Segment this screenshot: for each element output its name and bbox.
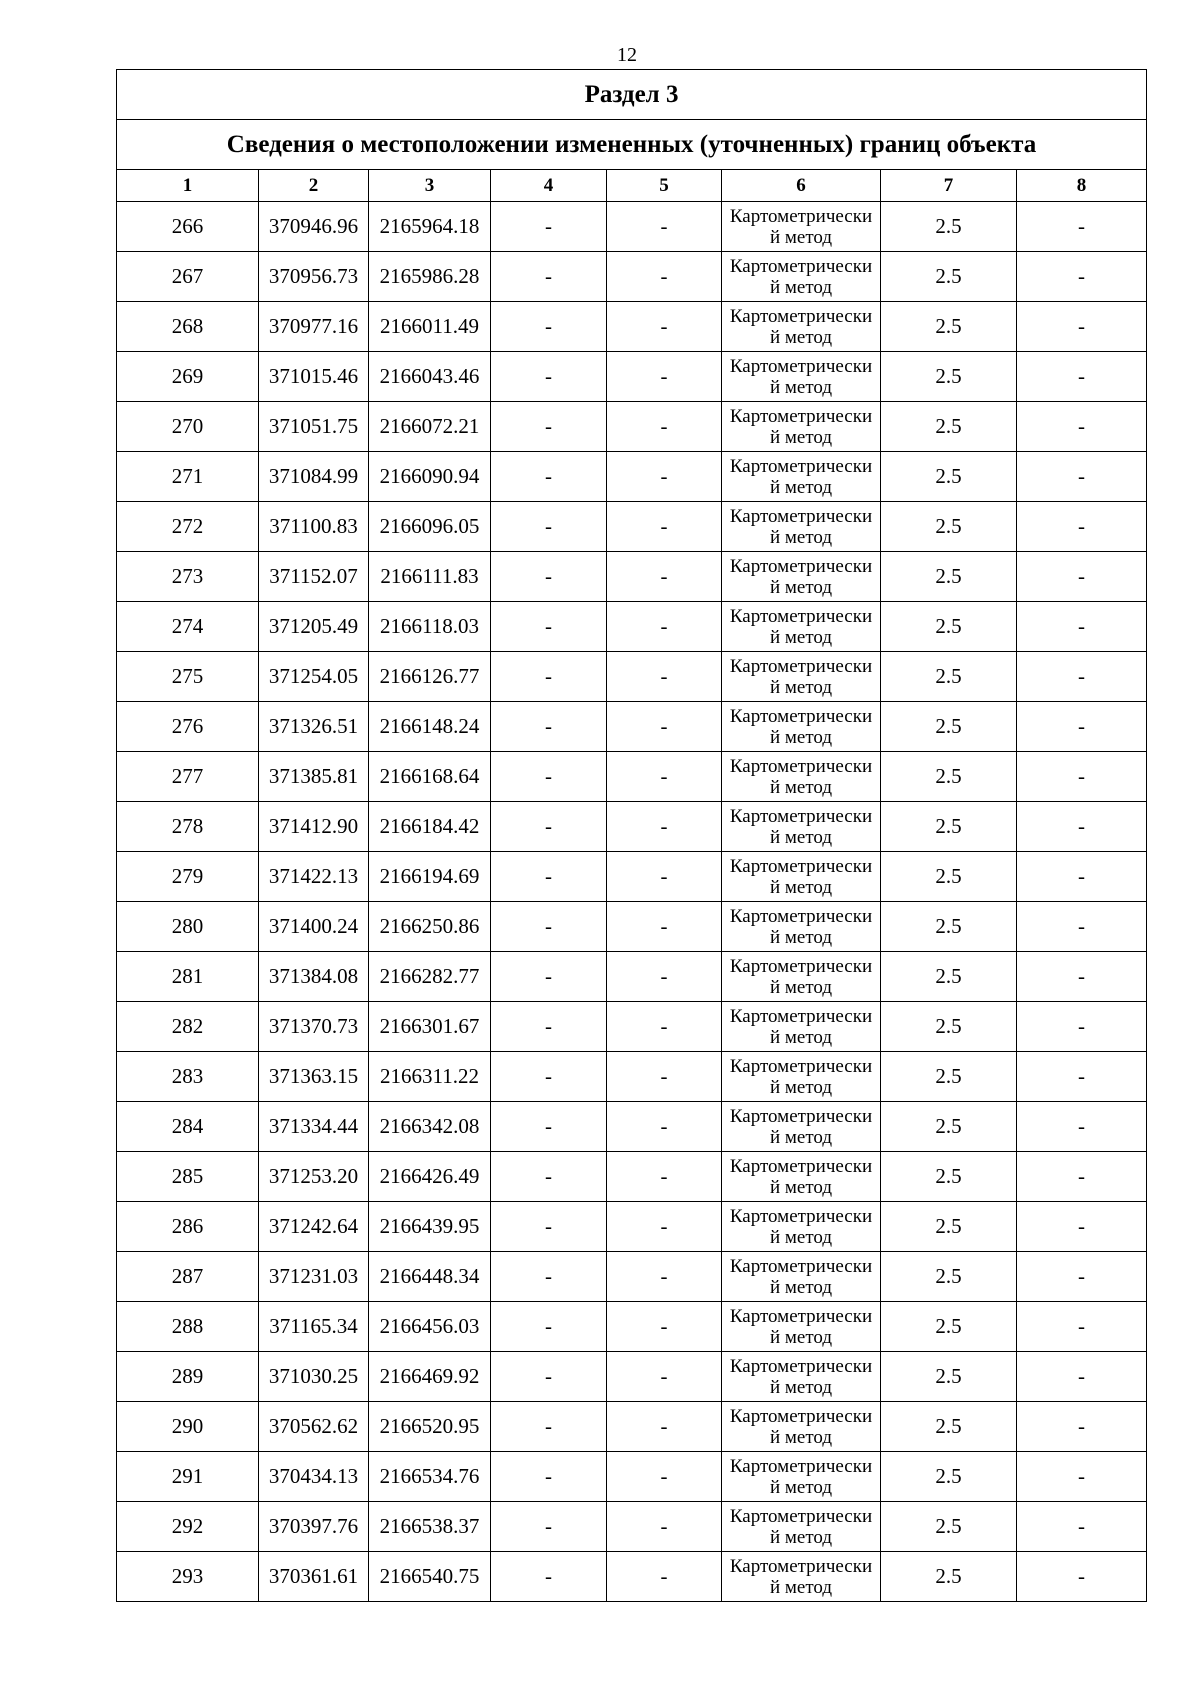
accuracy-cell: 2.5 <box>881 1102 1017 1152</box>
column-8-cell: - <box>1017 252 1147 302</box>
table-row <box>117 452 1147 502</box>
column-4-cell: - <box>491 352 607 402</box>
method-text: Картометрический метод <box>729 1005 873 1048</box>
column-8-cell: - <box>1017 402 1147 452</box>
column-numbers-row <box>117 170 1147 202</box>
column-number: 5 <box>607 170 722 202</box>
method-text: Картометрический метод <box>729 405 873 448</box>
accuracy-cell: 2.5 <box>881 952 1017 1002</box>
method-cell <box>722 202 881 252</box>
accuracy-cell: 2.5 <box>881 1502 1017 1552</box>
method-cell <box>722 252 881 302</box>
section-title-row <box>117 70 1147 120</box>
table-row <box>117 1352 1147 1402</box>
column-8-cell: - <box>1017 1252 1147 1302</box>
column-8-cell: - <box>1017 1002 1147 1052</box>
point-number-cell: 284 <box>117 1102 259 1152</box>
x-coordinate-cell: 370946.96 <box>259 202 369 252</box>
column-8-cell: - <box>1017 452 1147 502</box>
point-number-cell: 291 <box>117 1452 259 1502</box>
y-coordinate-cell: 2166534.76 <box>369 1452 491 1502</box>
y-coordinate-cell: 2166126.77 <box>369 652 491 702</box>
method-cell <box>722 502 881 552</box>
method-cell <box>722 652 881 702</box>
y-coordinate-cell: 2166184.42 <box>369 802 491 852</box>
column-5-cell: - <box>607 302 722 352</box>
table-row <box>117 752 1147 802</box>
table-row <box>117 1302 1147 1352</box>
column-5-cell: - <box>607 402 722 452</box>
accuracy-cell: 2.5 <box>881 402 1017 452</box>
column-8-cell: - <box>1017 752 1147 802</box>
column-4-cell: - <box>491 1352 607 1402</box>
point-number-cell: 289 <box>117 1352 259 1402</box>
point-number-cell: 274 <box>117 602 259 652</box>
y-coordinate-cell: 2166282.77 <box>369 952 491 1002</box>
column-8-cell: - <box>1017 1102 1147 1152</box>
table-row <box>117 802 1147 852</box>
table-row <box>117 552 1147 602</box>
point-number-cell: 287 <box>117 1252 259 1302</box>
x-coordinate-cell: 371254.05 <box>259 652 369 702</box>
accuracy-cell: 2.5 <box>881 1302 1017 1352</box>
point-number-cell: 282 <box>117 1002 259 1052</box>
point-number-cell: 292 <box>117 1502 259 1552</box>
point-number-cell: 273 <box>117 552 259 602</box>
column-4-cell: - <box>491 1102 607 1152</box>
table-row <box>117 952 1147 1002</box>
table-row <box>117 202 1147 252</box>
y-coordinate-cell: 2166426.49 <box>369 1152 491 1202</box>
column-5-cell: - <box>607 652 722 702</box>
y-coordinate-cell: 2166456.03 <box>369 1302 491 1352</box>
table-row <box>117 502 1147 552</box>
method-text: Картометрический метод <box>729 755 873 798</box>
column-5-cell: - <box>607 902 722 952</box>
x-coordinate-cell: 371400.24 <box>259 902 369 952</box>
column-5-cell: - <box>607 852 722 902</box>
column-5-cell: - <box>607 1252 722 1302</box>
column-8-cell: - <box>1017 1552 1147 1602</box>
table-row <box>117 402 1147 452</box>
column-number: 8 <box>1017 170 1147 202</box>
table-row <box>117 652 1147 702</box>
column-4-cell: - <box>491 1502 607 1552</box>
table-row <box>117 352 1147 402</box>
method-cell <box>722 1302 881 1352</box>
column-number: 2 <box>259 170 369 202</box>
method-cell <box>722 352 881 402</box>
table-row <box>117 702 1147 752</box>
y-coordinate-cell: 2166118.03 <box>369 602 491 652</box>
method-text: Картометрический метод <box>729 1155 873 1198</box>
column-4-cell: - <box>491 302 607 352</box>
column-5-cell: - <box>607 252 722 302</box>
x-coordinate-cell: 371334.44 <box>259 1102 369 1152</box>
column-5-cell: - <box>607 602 722 652</box>
method-cell <box>722 1152 881 1202</box>
column-5-cell: - <box>607 502 722 552</box>
x-coordinate-cell: 371165.34 <box>259 1302 369 1352</box>
section-title: Раздел 3 <box>117 70 1147 120</box>
column-5-cell: - <box>607 1102 722 1152</box>
method-text: Картометрический метод <box>729 1355 873 1398</box>
column-5-cell: - <box>607 752 722 802</box>
method-cell <box>722 902 881 952</box>
x-coordinate-cell: 371100.83 <box>259 502 369 552</box>
x-coordinate-cell: 370361.61 <box>259 1552 369 1602</box>
column-5-cell: - <box>607 1552 722 1602</box>
table-row <box>117 1502 1147 1552</box>
y-coordinate-cell: 2165986.28 <box>369 252 491 302</box>
column-4-cell: - <box>491 552 607 602</box>
method-text: Картометрический метод <box>729 1405 873 1448</box>
method-text: Картометрический метод <box>729 1455 873 1498</box>
y-coordinate-cell: 2166043.46 <box>369 352 491 402</box>
point-number-cell: 278 <box>117 802 259 852</box>
method-text: Картометрический метод <box>729 1055 873 1098</box>
y-coordinate-cell: 2166448.34 <box>369 1252 491 1302</box>
method-text: Картометрический метод <box>729 555 873 598</box>
method-cell <box>722 302 881 352</box>
column-4-cell: - <box>491 1452 607 1502</box>
table-row <box>117 852 1147 902</box>
x-coordinate-cell: 371205.49 <box>259 602 369 652</box>
column-8-cell: - <box>1017 1502 1147 1552</box>
column-8-cell: - <box>1017 1352 1147 1402</box>
method-cell <box>722 952 881 1002</box>
method-text: Картометрический метод <box>729 305 873 348</box>
boundary-table <box>116 69 1147 1602</box>
accuracy-cell: 2.5 <box>881 852 1017 902</box>
accuracy-cell: 2.5 <box>881 452 1017 502</box>
table-row <box>117 902 1147 952</box>
point-number-cell: 269 <box>117 352 259 402</box>
x-coordinate-cell: 371370.73 <box>259 1002 369 1052</box>
method-text: Картометрический метод <box>729 955 873 998</box>
column-5-cell: - <box>607 1202 722 1252</box>
point-number-cell: 272 <box>117 502 259 552</box>
x-coordinate-cell: 371015.46 <box>259 352 369 402</box>
accuracy-cell: 2.5 <box>881 702 1017 752</box>
y-coordinate-cell: 2166011.49 <box>369 302 491 352</box>
column-8-cell: - <box>1017 302 1147 352</box>
column-4-cell: - <box>491 1302 607 1352</box>
point-number-cell: 271 <box>117 452 259 502</box>
column-8-cell: - <box>1017 1452 1147 1502</box>
column-5-cell: - <box>607 352 722 402</box>
column-4-cell: - <box>491 502 607 552</box>
column-5-cell: - <box>607 702 722 752</box>
x-coordinate-cell: 370397.76 <box>259 1502 369 1552</box>
method-cell <box>722 402 881 452</box>
table-row <box>117 1452 1147 1502</box>
page-number: 12 <box>617 44 637 66</box>
accuracy-cell: 2.5 <box>881 1152 1017 1202</box>
y-coordinate-cell: 2166342.08 <box>369 1102 491 1152</box>
x-coordinate-cell: 370956.73 <box>259 252 369 302</box>
method-text: Картометрический метод <box>729 1505 873 1548</box>
x-coordinate-cell: 371363.15 <box>259 1052 369 1102</box>
method-text: Картометрический метод <box>729 505 873 548</box>
column-8-cell: - <box>1017 902 1147 952</box>
point-number-cell: 288 <box>117 1302 259 1352</box>
column-8-cell: - <box>1017 952 1147 1002</box>
method-cell <box>722 1102 881 1152</box>
column-8-cell: - <box>1017 202 1147 252</box>
method-cell <box>722 802 881 852</box>
point-number-cell: 277 <box>117 752 259 802</box>
method-cell <box>722 852 881 902</box>
accuracy-cell: 2.5 <box>881 1202 1017 1252</box>
column-4-cell: - <box>491 752 607 802</box>
x-coordinate-cell: 370434.13 <box>259 1452 369 1502</box>
column-5-cell: - <box>607 1302 722 1352</box>
x-coordinate-cell: 371030.25 <box>259 1352 369 1402</box>
x-coordinate-cell: 371152.07 <box>259 552 369 602</box>
column-8-cell: - <box>1017 1202 1147 1252</box>
y-coordinate-cell: 2166072.21 <box>369 402 491 452</box>
column-number: 4 <box>491 170 607 202</box>
method-text: Картометрический метод <box>729 1205 873 1248</box>
method-cell <box>722 1352 881 1402</box>
method-cell <box>722 752 881 802</box>
accuracy-cell: 2.5 <box>881 502 1017 552</box>
table-row <box>117 302 1147 352</box>
x-coordinate-cell: 371242.64 <box>259 1202 369 1252</box>
column-8-cell: - <box>1017 852 1147 902</box>
x-coordinate-cell: 370562.62 <box>259 1402 369 1452</box>
column-8-cell: - <box>1017 652 1147 702</box>
point-number-cell: 268 <box>117 302 259 352</box>
method-text: Картометрический метод <box>729 805 873 848</box>
method-text: Картометрический метод <box>729 605 873 648</box>
column-4-cell: - <box>491 1002 607 1052</box>
column-8-cell: - <box>1017 1302 1147 1352</box>
y-coordinate-cell: 2166301.67 <box>369 1002 491 1052</box>
column-8-cell: - <box>1017 802 1147 852</box>
accuracy-cell: 2.5 <box>881 802 1017 852</box>
method-text: Картометрический метод <box>729 1555 873 1598</box>
column-5-cell: - <box>607 1452 722 1502</box>
table-row <box>117 1052 1147 1102</box>
x-coordinate-cell: 371422.13 <box>259 852 369 902</box>
column-4-cell: - <box>491 902 607 952</box>
table-row <box>117 1402 1147 1452</box>
method-text: Картометрический метод <box>729 1255 873 1298</box>
column-4-cell: - <box>491 702 607 752</box>
method-text: Картометрический метод <box>729 455 873 498</box>
method-cell <box>722 1052 881 1102</box>
column-4-cell: - <box>491 1152 607 1202</box>
column-5-cell: - <box>607 552 722 602</box>
y-coordinate-cell: 2166469.92 <box>369 1352 491 1402</box>
column-4-cell: - <box>491 252 607 302</box>
table-row <box>117 602 1147 652</box>
table-row <box>117 1102 1147 1152</box>
column-4-cell: - <box>491 452 607 502</box>
y-coordinate-cell: 2166168.64 <box>369 752 491 802</box>
method-text: Картометрический метод <box>729 855 873 898</box>
table-row <box>117 252 1147 302</box>
accuracy-cell: 2.5 <box>881 1452 1017 1502</box>
method-text: Картометрический метод <box>729 905 873 948</box>
accuracy-cell: 2.5 <box>881 1252 1017 1302</box>
column-8-cell: - <box>1017 1402 1147 1452</box>
method-cell <box>722 1552 881 1602</box>
column-number: 1 <box>117 170 259 202</box>
x-coordinate-cell: 371051.75 <box>259 402 369 452</box>
column-5-cell: - <box>607 1502 722 1552</box>
method-cell <box>722 1502 881 1552</box>
column-5-cell: - <box>607 952 722 1002</box>
point-number-cell: 290 <box>117 1402 259 1452</box>
accuracy-cell: 2.5 <box>881 902 1017 952</box>
table-row <box>117 1152 1147 1202</box>
y-coordinate-cell: 2166250.86 <box>369 902 491 952</box>
column-8-cell: - <box>1017 552 1147 602</box>
column-8-cell: - <box>1017 502 1147 552</box>
method-text: Картометрический метод <box>729 705 873 748</box>
x-coordinate-cell: 371326.51 <box>259 702 369 752</box>
column-number: 3 <box>369 170 491 202</box>
table-row <box>117 1202 1147 1252</box>
point-number-cell: 270 <box>117 402 259 452</box>
accuracy-cell: 2.5 <box>881 352 1017 402</box>
column-5-cell: - <box>607 452 722 502</box>
point-number-cell: 275 <box>117 652 259 702</box>
method-cell <box>722 552 881 602</box>
accuracy-cell: 2.5 <box>881 652 1017 702</box>
column-4-cell: - <box>491 852 607 902</box>
column-5-cell: - <box>607 1352 722 1402</box>
accuracy-cell: 2.5 <box>881 1052 1017 1102</box>
y-coordinate-cell: 2166540.75 <box>369 1552 491 1602</box>
method-text: Картометрический метод <box>729 255 873 298</box>
accuracy-cell: 2.5 <box>881 552 1017 602</box>
method-cell <box>722 702 881 752</box>
accuracy-cell: 2.5 <box>881 1552 1017 1602</box>
y-coordinate-cell: 2166439.95 <box>369 1202 491 1252</box>
accuracy-cell: 2.5 <box>881 1002 1017 1052</box>
accuracy-cell: 2.5 <box>881 602 1017 652</box>
column-8-cell: - <box>1017 352 1147 402</box>
column-4-cell: - <box>491 1552 607 1602</box>
y-coordinate-cell: 2165964.18 <box>369 202 491 252</box>
accuracy-cell: 2.5 <box>881 202 1017 252</box>
point-number-cell: 286 <box>117 1202 259 1252</box>
column-5-cell: - <box>607 1402 722 1452</box>
column-8-cell: - <box>1017 602 1147 652</box>
column-4-cell: - <box>491 802 607 852</box>
table-row <box>117 1552 1147 1602</box>
column-4-cell: - <box>491 1052 607 1102</box>
method-cell <box>722 452 881 502</box>
method-cell <box>722 1002 881 1052</box>
point-number-cell: 293 <box>117 1552 259 1602</box>
method-text: Картометрический метод <box>729 205 873 248</box>
table-title-row <box>117 120 1147 170</box>
column-5-cell: - <box>607 1052 722 1102</box>
point-number-cell: 276 <box>117 702 259 752</box>
column-8-cell: - <box>1017 1152 1147 1202</box>
y-coordinate-cell: 2166311.22 <box>369 1052 491 1102</box>
y-coordinate-cell: 2166194.69 <box>369 852 491 902</box>
method-cell <box>722 1402 881 1452</box>
table-row <box>117 1002 1147 1052</box>
point-number-cell: 281 <box>117 952 259 1002</box>
y-coordinate-cell: 2166111.83 <box>369 552 491 602</box>
x-coordinate-cell: 371384.08 <box>259 952 369 1002</box>
column-5-cell: - <box>607 802 722 852</box>
point-number-cell: 280 <box>117 902 259 952</box>
accuracy-cell: 2.5 <box>881 252 1017 302</box>
point-number-cell: 266 <box>117 202 259 252</box>
table-title: Сведения о местоположении измененных (уточненных) границ объекта <box>117 120 1147 170</box>
y-coordinate-cell: 2166520.95 <box>369 1402 491 1452</box>
x-coordinate-cell: 371231.03 <box>259 1252 369 1302</box>
column-number: 7 <box>881 170 1017 202</box>
y-coordinate-cell: 2166538.37 <box>369 1502 491 1552</box>
x-coordinate-cell: 371253.20 <box>259 1152 369 1202</box>
column-number: 6 <box>722 170 881 202</box>
method-cell <box>722 1202 881 1252</box>
column-4-cell: - <box>491 952 607 1002</box>
column-5-cell: - <box>607 202 722 252</box>
point-number-cell: 283 <box>117 1052 259 1102</box>
column-8-cell: - <box>1017 1052 1147 1102</box>
method-cell <box>722 1452 881 1502</box>
point-number-cell: 267 <box>117 252 259 302</box>
column-8-cell: - <box>1017 702 1147 752</box>
column-4-cell: - <box>491 1402 607 1452</box>
method-text: Картометрический метод <box>729 355 873 398</box>
accuracy-cell: 2.5 <box>881 1402 1017 1452</box>
accuracy-cell: 2.5 <box>881 302 1017 352</box>
method-text: Картометрический метод <box>729 655 873 698</box>
x-coordinate-cell: 371385.81 <box>259 752 369 802</box>
accuracy-cell: 2.5 <box>881 752 1017 802</box>
column-4-cell: - <box>491 652 607 702</box>
method-text: Картометрический метод <box>729 1305 873 1348</box>
y-coordinate-cell: 2166148.24 <box>369 702 491 752</box>
column-4-cell: - <box>491 602 607 652</box>
column-4-cell: - <box>491 1202 607 1252</box>
method-cell <box>722 1252 881 1302</box>
y-coordinate-cell: 2166090.94 <box>369 452 491 502</box>
y-coordinate-cell: 2166096.05 <box>369 502 491 552</box>
column-4-cell: - <box>491 202 607 252</box>
x-coordinate-cell: 371412.90 <box>259 802 369 852</box>
column-4-cell: - <box>491 1252 607 1302</box>
point-number-cell: 285 <box>117 1152 259 1202</box>
column-4-cell: - <box>491 402 607 452</box>
x-coordinate-cell: 371084.99 <box>259 452 369 502</box>
x-coordinate-cell: 370977.16 <box>259 302 369 352</box>
point-number-cell: 279 <box>117 852 259 902</box>
method-cell <box>722 602 881 652</box>
method-text: Картометрический метод <box>729 1105 873 1148</box>
column-5-cell: - <box>607 1152 722 1202</box>
column-5-cell: - <box>607 1002 722 1052</box>
table-row <box>117 1252 1147 1302</box>
accuracy-cell: 2.5 <box>881 1352 1017 1402</box>
